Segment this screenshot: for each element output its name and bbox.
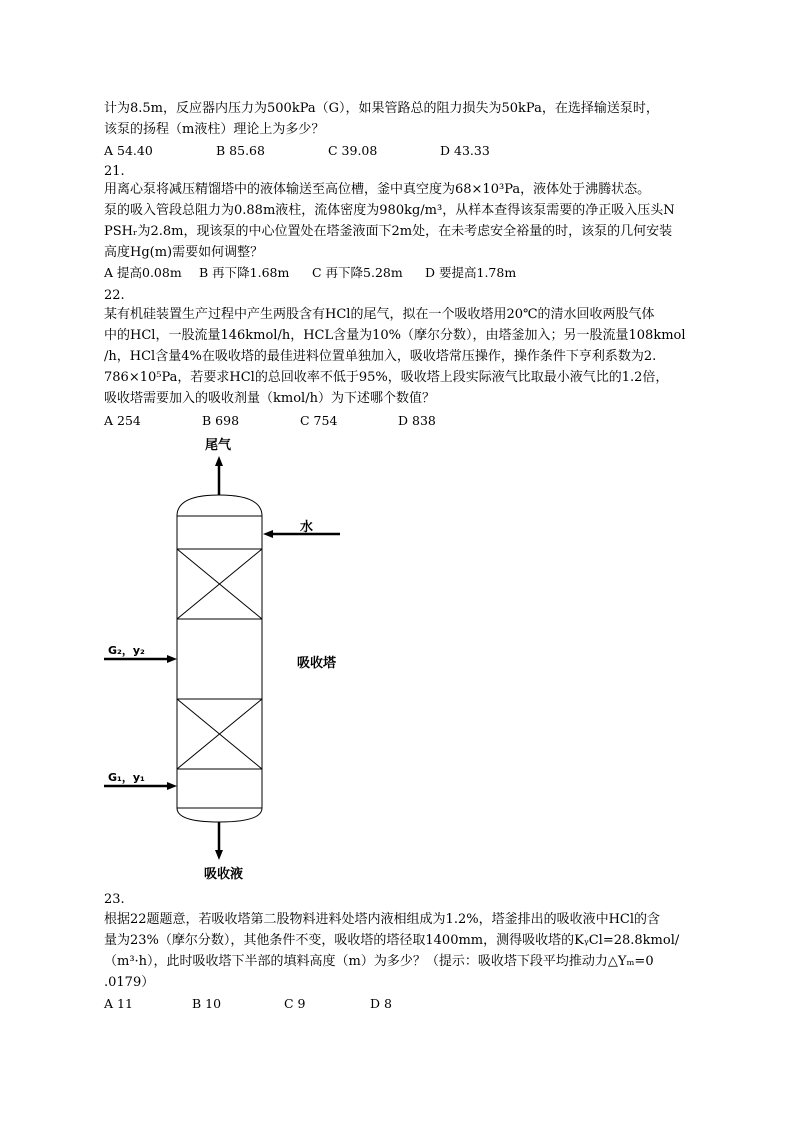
tower-label: 吸收塔 xyxy=(297,656,337,671)
q22-line: 某有机硅装置生产过程中产生两股含有HCl的尾气，拟在一个吸收塔用20℃的清水回收两股气体 xyxy=(104,307,655,322)
q22-line: 中的HCl，一股流量146kmol/h，HCL含量为10%（摩尔分数），由塔釜加入；另一股流量108kmol xyxy=(104,328,686,343)
q22-line: 786×10⁵Pa，若要求HCl的总回收率不低于95%，吸收塔上段实际液气比取最小液气比的1.2倍， xyxy=(104,370,669,385)
q23-options xyxy=(104,996,392,1012)
option-a: A 54.40 xyxy=(104,143,153,158)
q23-line: （m³·h），此时吸收塔下半部的填料高度（m）为多少？（提示：吸收塔下段平均推动力△Yₘ=0 xyxy=(104,954,654,969)
q21-line: PSHᵣ为2.8m，现该泵的中心位置处在塔釜液面下2m处，在未考虑安全裕量的时，该泵的几何安装 xyxy=(104,224,673,239)
q22-line: 吸收塔需要加入的吸收剂量（kmol/h）为下述哪个数值？ xyxy=(104,391,435,406)
option-d: D 838 xyxy=(398,413,436,428)
option-b: B 85.68 xyxy=(216,143,265,158)
arrow-head xyxy=(167,655,177,663)
water-label: 水 xyxy=(300,520,314,535)
q23-line: .0179） xyxy=(104,975,155,990)
tail-gas-label: 尾气 xyxy=(205,438,232,453)
q21-line: 泵的吸入管段总阻力为0.88m液柱，流体密度为980kg/m³，从样本查得该泵需要的净正吸入压头N xyxy=(104,203,675,218)
option-c: C 754 xyxy=(300,413,338,428)
q21-line: 高度Hg(m)需要如何调整？ xyxy=(104,245,264,260)
option-b: B 再下降1.68m xyxy=(199,265,290,280)
arrow-head xyxy=(215,456,223,466)
option-d: D 8 xyxy=(370,996,392,1011)
question-number: 23. xyxy=(104,892,125,907)
option-a: A 11 xyxy=(104,996,133,1011)
tower-shell xyxy=(177,495,262,822)
q23-line: 根据22题题意，若吸收塔第二股物料进料处塔内液相组成为1.2%，塔釜排出的吸收液中HCl的含 xyxy=(104,912,661,927)
q20-line: 该泵的扬程（m液柱）理论上为多少？ xyxy=(104,122,325,137)
q20-line: 计为8.5m，反应器内压力为500kPa（G），如果管路总的阻力损失为50kPa，在选择输送泵时， xyxy=(104,101,659,116)
q22-line: /h，HCl含量4%在吸收塔的最佳进料位置单独加入，吸收塔常压操作，操作条件下亨利系数为2. xyxy=(104,349,657,364)
q23-line: 量为23%（摩尔分数），其他条件不变，吸收塔的塔径取1400mm，测得吸收塔的KᵧCl=28.8kmol/ xyxy=(104,933,680,948)
option-b: B 10 xyxy=(192,996,222,1011)
option-c: C 9 xyxy=(284,996,306,1011)
arrow-head xyxy=(263,530,273,538)
arrow-head xyxy=(215,850,223,860)
option-a: A 提高0.08m xyxy=(104,265,182,280)
question-number: 22. xyxy=(104,288,125,303)
arrow-head xyxy=(167,782,177,790)
option-c: C 再下降5.28m xyxy=(312,265,403,280)
question-number: 21. xyxy=(104,164,125,179)
feed1-label: G₁，y₁ xyxy=(108,771,145,784)
option-d: D 43.33 xyxy=(440,143,490,158)
feed2-label: G₂，y₂ xyxy=(108,644,145,657)
q21-line: 用离心泵将减压精馏塔中的液体输送至高位槽，釜中真空度为68×10³Pa，液体处于沸腾状态。 xyxy=(104,182,651,197)
option-b: B 698 xyxy=(202,413,240,428)
option-c: C 39.08 xyxy=(328,143,378,158)
liquid-out-label: 吸收液 xyxy=(204,867,244,882)
option-a: A 254 xyxy=(104,413,141,428)
option-d: D 要提高1.78m xyxy=(425,265,517,280)
